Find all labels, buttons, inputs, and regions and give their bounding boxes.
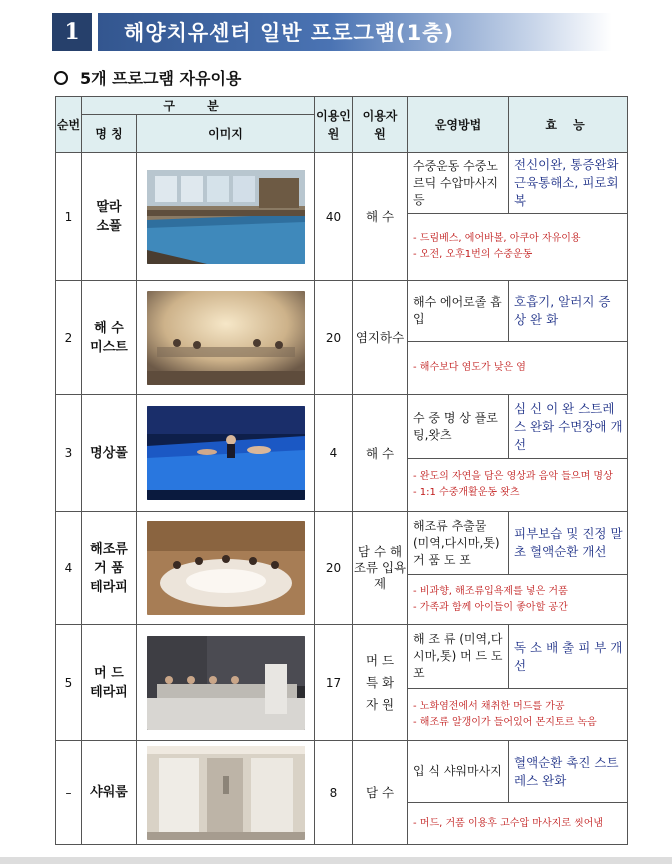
program-name-line: 테라피 [90,579,128,595]
notes-cell [408,803,628,845]
method-text: 수중운동 수중노르딕 수압마사지 등 [408,153,509,214]
effect-text: 호흡기, 알러지 증 상 완 화 [509,281,628,342]
row-number: 5 [56,625,82,741]
method-text: 해수 에어로졸 흡 입 [408,281,509,342]
note-line: - 머드, 거품 이용후 고수압 마사지로 씻어냄 [413,817,604,829]
resource-value: 담 수 해조류 입욕제 [353,512,408,625]
mud-therapy-photo [147,636,305,730]
section-title: 해양치유센터 일반 프로그램(1층) [98,13,612,51]
notes-cell [408,459,628,512]
note-line: - 해조류 알갱이가 들어있어 몬지토르 녹음 [413,716,597,728]
notes-cell [408,342,628,395]
note-line: - 해수보다 염도가 낮은 염 [413,362,526,373]
subtitle-text: 5개 프로그램 자유이용 [80,69,242,88]
subtitle [54,66,241,89]
effect-text: 전신이완, 통증완화 근육통해소, 피로회복 [509,153,628,214]
table-row [56,395,628,459]
col-header-image: 이미지 [137,115,315,153]
row-number: 2 [56,281,82,395]
method-text: 해조류 추출물 (미역,다시마,톳) 거 품 도 포 [408,512,509,575]
circle-bullet-icon [54,71,68,85]
meditation-pool-photo [147,406,305,500]
program-name-line: 테라피 [90,684,128,700]
notes-cell [408,689,628,741]
col-header-resource: 이용자원 [353,97,408,153]
program-name-line: 머 드 [94,665,124,681]
program-table [55,96,628,845]
program-name-line: 소풀 [96,218,122,234]
program-name-line: 명상풀 [90,445,128,461]
effect-text: 독 소 배 출 피 부 개 선 [509,625,628,689]
effect-text: 피부보습 및 진정 말초 혈액순환 개선 [509,512,628,575]
program-name [82,395,137,512]
section-header [52,13,612,51]
resource-value: 머 드 특 화 자 원 [353,625,408,741]
program-image-cell [137,512,315,625]
foam-therapy-photo [147,521,305,615]
col-header-capacity: 이용인원 [315,97,353,153]
capacity-value: 20 [315,281,353,395]
mist-room-photo [147,291,305,385]
program-name [82,512,137,625]
resource-value: 해 수 [353,153,408,281]
table-row [56,625,628,689]
note-line: - 비과향, 해조류입욕제를 넣은 거품 [413,585,568,597]
resource-value: 염지하수 [353,281,408,395]
table-row [56,512,628,575]
row-number: 4 [56,512,82,625]
notes-cell [408,575,628,625]
program-name-line: 해 수 [94,320,124,336]
note-line: - 가족과 함께 아이들이 좋아할 공간 [413,601,568,613]
effect-text: 심 신 이 완 스트레스 완화 수면장애 개선 [509,395,628,459]
program-name [82,625,137,741]
note-line: - 1:1 수중개활운동 왓츠 [413,487,520,498]
section-number: 1 [52,13,92,51]
table-row [56,153,628,214]
row-number: 1 [56,153,82,281]
method-text: 수 중 명 상 플로팅,왓츠 [408,395,509,459]
note-line: - 노화염전에서 채취한 머드를 가공 [413,700,565,712]
capacity-value: 20 [315,512,353,625]
indoor-pool-photo [147,170,305,264]
program-image-cell [137,741,315,845]
program-name-line: 딸라 [96,199,122,215]
table-row [56,281,628,342]
method-text: 해 조 류 (미역,다시마,톳) 머 드 도 포 [408,625,509,689]
col-header-no: 순번 [56,97,82,153]
program-name-line: 샤워룸 [90,785,128,800]
note-line: - 드림베스, 에어바볼, 아쿠아 자유이용 [413,233,581,244]
note-line: - 오전, 오후1번의 수중운동 [413,249,533,260]
col-header-method: 운영방법 [408,97,509,153]
col-header-name: 명 칭 [82,115,137,153]
program-image-cell [137,281,315,395]
resource-value: 담 수 [353,741,408,845]
program-name [82,281,137,395]
program-name [82,153,137,281]
row-number: – [56,741,82,845]
footer-divider [0,857,672,864]
row-number: 3 [56,395,82,512]
shower-room-photo [147,746,305,840]
method-text: 입 식 샤워마사지 [408,741,509,803]
table-row [56,741,628,803]
program-name [82,741,137,845]
program-image-cell [137,395,315,512]
note-line: - 완도의 자연을 담은 영상과 음악 들으며 명상 [413,471,613,482]
program-name-line: 거 품 [94,560,124,576]
resource-value: 해 수 [353,395,408,512]
effect-text: 혈액순환 촉진 스트레스 완화 [509,741,628,803]
capacity-value: 4 [315,395,353,512]
program-name-line: 해조류 [90,541,128,557]
program-name-line: 미스트 [90,339,128,355]
col-header-group: 구 분 [82,97,315,115]
capacity-value: 17 [315,625,353,741]
program-image-cell [137,625,315,741]
notes-cell [408,214,628,281]
col-header-effect: 효 능 [509,97,628,153]
program-image-cell [137,153,315,281]
capacity-value: 40 [315,153,353,281]
capacity-value: 8 [315,741,353,845]
